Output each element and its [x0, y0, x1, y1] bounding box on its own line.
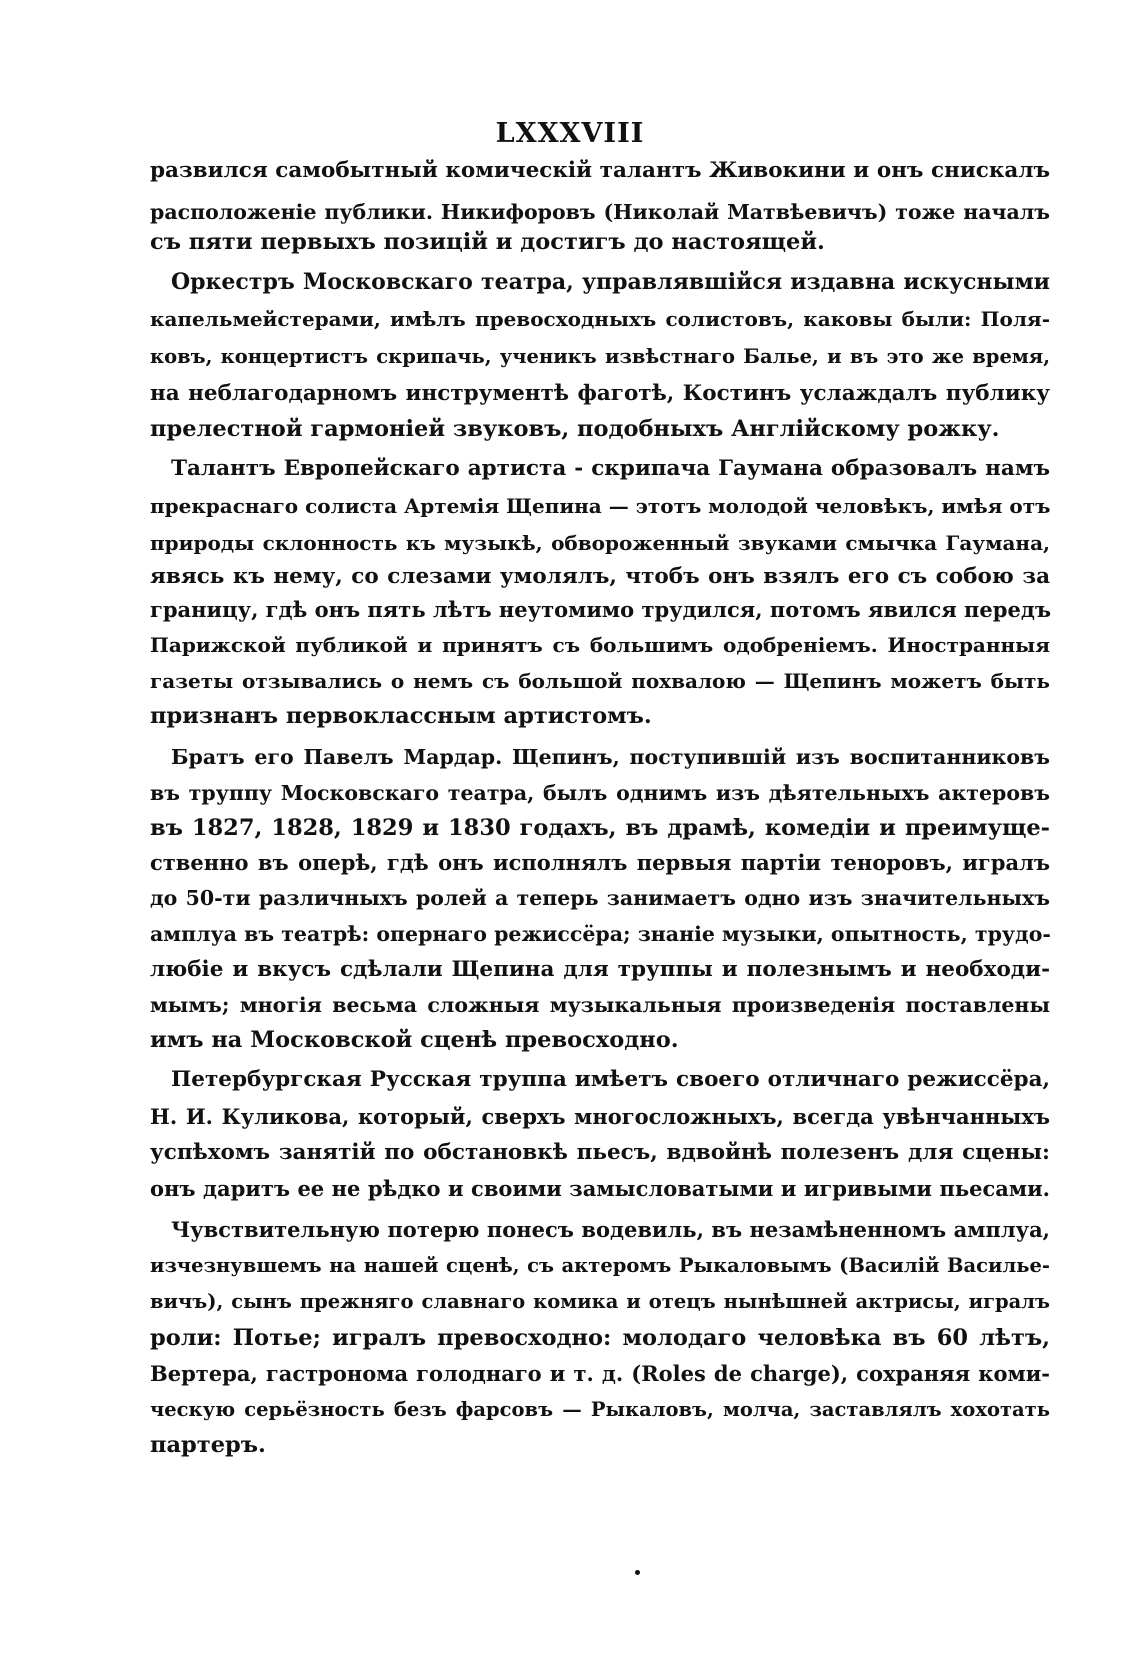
text-line: съ пяти первыхъ позицій и достигъ до настоящей.	[150, 229, 825, 255]
text-line: вичъ), сынъ прежняго славнаго комика и отецъ нынѣшней актрисы, игралъ	[150, 1290, 1050, 1313]
text-line: границу, гдѣ онъ пять лѣтъ неутомимо трудился, потомъ явился передъ	[150, 597, 1051, 622]
text-line: Н. И. Куликова, который, сверхъ многосложныхъ, всегда увѣнчанныхъ	[150, 1104, 1050, 1129]
text-line: роли: Потье; игралъ превосходно: молодаго человѣка въ 60 лѣтъ,	[150, 1325, 1050, 1351]
text-line: на неблагодарномъ инструментѣ фаготѣ, Костинъ услаждалъ публику	[150, 381, 1050, 406]
text-line: прелестной гармоніей звуковъ, подобныхъ Англійскому рожку.	[150, 416, 1000, 442]
text-line: ческую серьёзность безъ фарсовъ — Рыкаловъ, молча, заставлялъ хохотать	[150, 1398, 1050, 1421]
paragraph-first-line: Братъ его Павелъ Мардар. Щепинъ, поступившій изъ воспитанниковъ	[171, 745, 1050, 769]
text-line: ственно въ оперѣ, гдѣ онъ исполнялъ первыя партіи теноровъ, игралъ	[150, 850, 1050, 875]
text-line: признанъ первоклассным артистомъ.	[150, 703, 652, 729]
text-line: успѣхомъ занятій по обстановкѣ пьесъ, вдвойнѣ полезенъ для сцены:	[150, 1140, 1050, 1165]
text-line: Вертера, гастронома голоднаго и т. д. (Roles de charge), сохраняя коми-	[150, 1361, 1050, 1386]
paragraph-first-line: Оркестръ Московскаго театра, управлявшійся издавна искусными	[171, 269, 1050, 295]
text-line: явясь къ нему, со слезами умолялъ, чтобъ онъ взялъ его съ собою за	[150, 564, 1050, 589]
text-line: онъ даритъ ее не рѣдко и своими замысловатыми и игривыми пьесами.	[150, 1176, 1050, 1201]
text-line: изчезнувшемъ на нашей сценѣ, съ актеромъ Рыкаловымъ (Василій Василье-	[150, 1254, 1050, 1277]
text-line: любіе и вкусъ сдѣлали Щепина для труппы и полезнымъ и необходи-	[150, 957, 1050, 982]
paragraph-first-line: Талантъ Европейскаго артиста - скрипача Гаумана образовалъ намъ	[171, 456, 1050, 481]
page-number: LXXXVIII	[495, 118, 645, 149]
paragraph-first-line: Чувствительную потерю понесъ водевиль, въ незамѣненномъ амплуа,	[171, 1217, 1050, 1242]
ink-dot	[635, 1570, 640, 1575]
text-line: имъ на Московской сценѣ превосходно.	[150, 1027, 679, 1053]
text-line: ковъ, концертистъ скрипачь, ученикъ извѣстнаго Балье, и въ это же время,	[150, 345, 1050, 368]
text-line: до 50-ти различныхъ ролей а теперь занимаетъ одно изъ значительныхъ	[150, 886, 1050, 910]
paragraph-first-line: Петербургская Русская труппа имѣетъ своего отличнаго режиссёра,	[171, 1067, 1050, 1092]
text-line: амплуа въ театрѣ: опернаго режиссёра; знаніе музыки, опытность, трудо-	[150, 922, 1051, 946]
text-line: прекраснаго солиста Артемія Щепина — этотъ молодой человѣкъ, имѣя отъ	[150, 494, 1051, 518]
text-line: расположеніе публики. Никифоровъ (Николай Матвѣевичъ) тоже началъ	[150, 200, 1050, 224]
text-line: партеръ.	[150, 1432, 266, 1458]
text-line: капельмейстерами, имѣлъ превосходныхъ солистовъ, каковы были: Поля-	[150, 307, 1050, 331]
text-line: природы склонность къ музыкѣ, обвороженный звуками смычка Гаумана,	[150, 531, 1050, 555]
text-line: развился самобытный комическій талантъ Живокини и онъ снискалъ	[150, 158, 1050, 183]
text-line: въ 1827, 1828, 1829 и 1830 годахъ, въ драмѣ, комедіи и преимуще-	[150, 815, 1050, 841]
text-line: мымъ; многія весьма сложныя музыкальныя произведенія поставлены	[150, 993, 1050, 1017]
text-line: газеты отзывались о немъ съ большой похвалою — Щепинъ можетъ быть	[150, 669, 1050, 693]
text-line: въ труппу Московскаго театра, былъ однимъ изъ дѣятельныхъ актеровъ	[150, 781, 1050, 805]
text-line: Парижской публикой и принятъ съ большимъ одобреніемъ. Иностранныя	[150, 633, 1050, 657]
